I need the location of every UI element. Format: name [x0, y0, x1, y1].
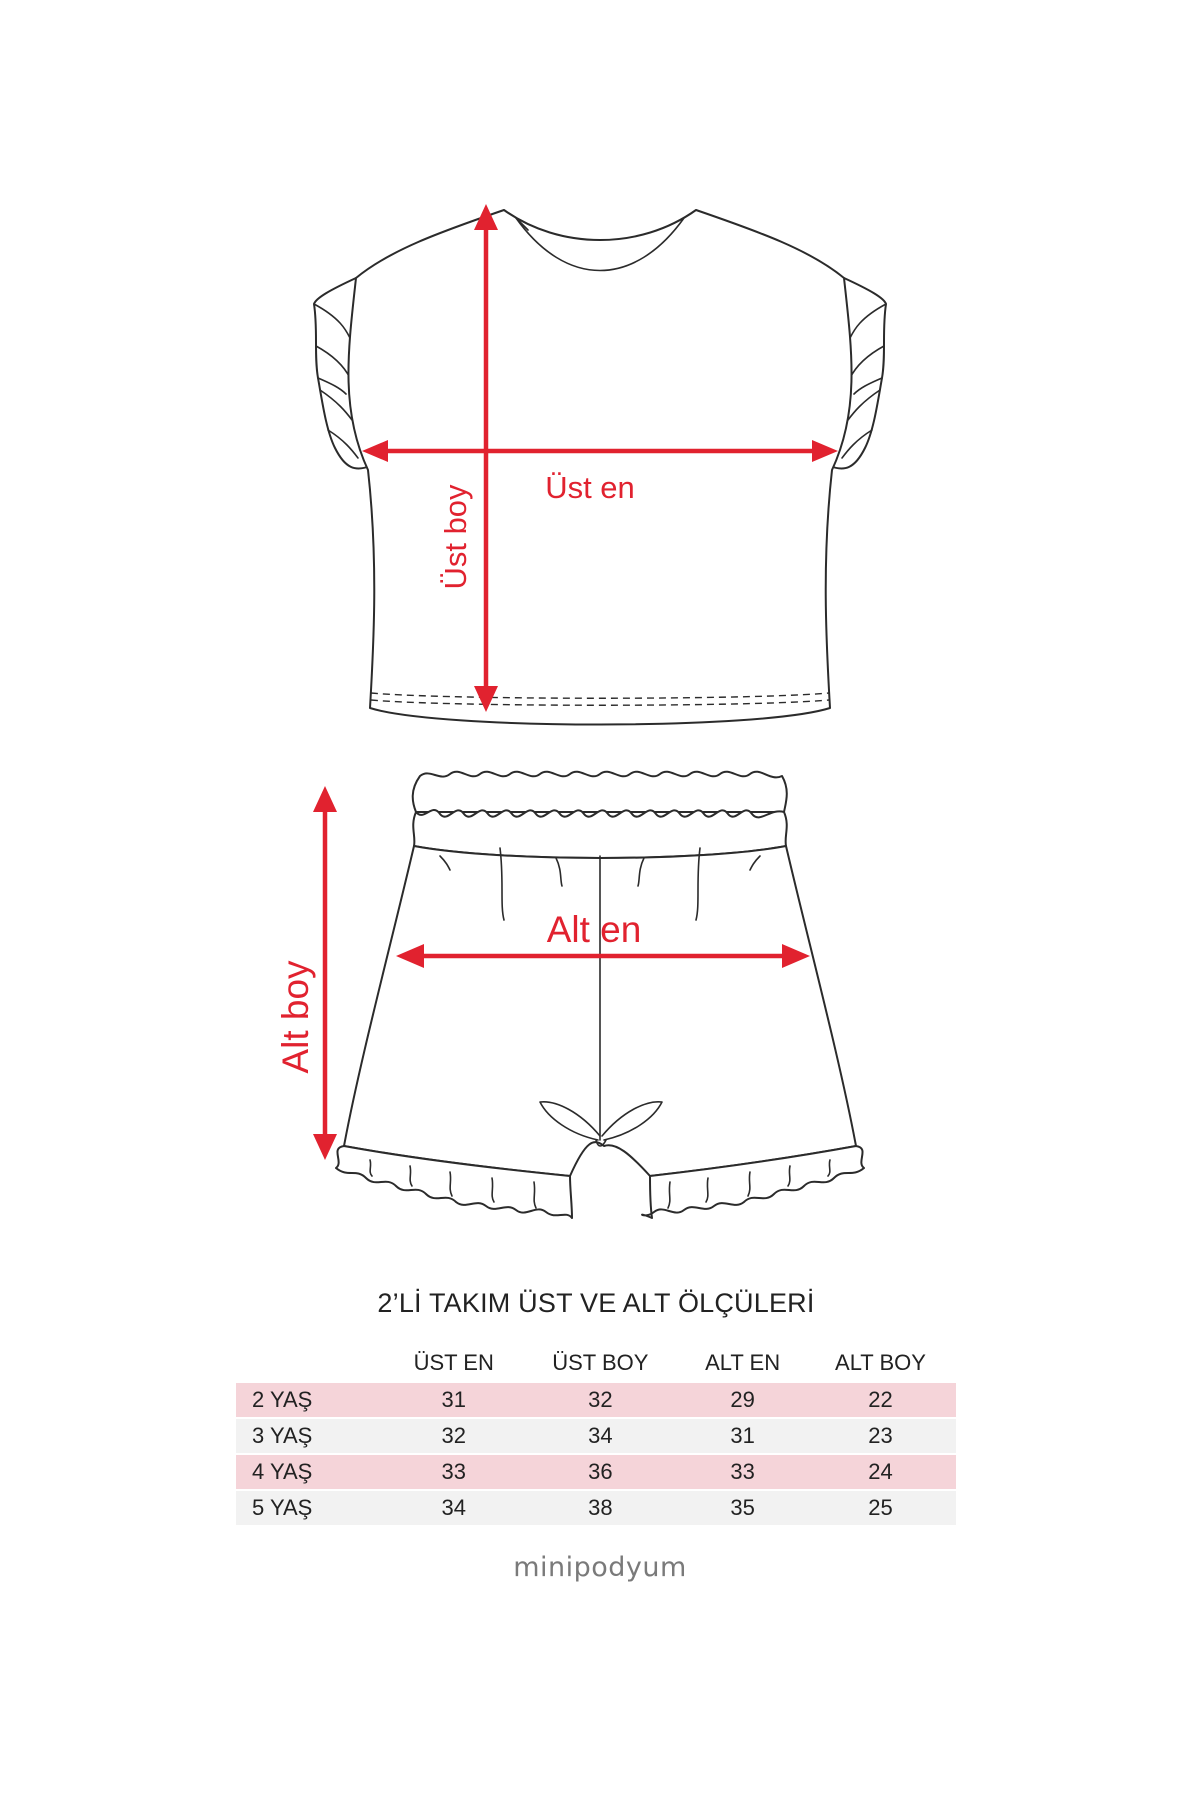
table-row [236, 1418, 956, 1454]
alt-boy-arrow [313, 786, 337, 1160]
shorts-waistband [413, 810, 786, 858]
table-cell: 24 [805, 1454, 956, 1490]
alt-en-label: Alt en [546, 909, 642, 950]
ust-boy-label: Üst boy [438, 484, 473, 590]
table-cell: 29 [680, 1383, 805, 1418]
table-cell: 33 [680, 1454, 805, 1490]
table-cell: 32 [520, 1383, 680, 1418]
column-header-alt-boy: ALT BOY [835, 1350, 926, 1375]
table-cell: 36 [520, 1454, 680, 1490]
brand-logo: minipodyum [513, 1552, 687, 1583]
tshirt-drawing [314, 210, 886, 725]
table-cell: 33 [387, 1454, 520, 1490]
size-label: 5 YAŞ [236, 1490, 387, 1526]
column-header-ust-en: ÜST EN [413, 1350, 494, 1375]
table-row [236, 1490, 956, 1526]
size-label: 4 YAŞ [236, 1454, 387, 1490]
table-row [236, 1454, 956, 1490]
table-cell: 31 [387, 1383, 520, 1418]
tshirt-body [348, 210, 851, 725]
alt-boy-label: Alt boy [275, 960, 316, 1074]
size-table [236, 1343, 956, 1527]
shorts-drawing [336, 772, 864, 1218]
table-cell: 32 [387, 1418, 520, 1454]
column-header-alt-en: ALT EN [705, 1350, 781, 1375]
table-cell: 22 [805, 1383, 956, 1418]
table-cell: 34 [520, 1418, 680, 1454]
column-header-ust-boy: ÜST BOY [552, 1350, 649, 1375]
table-cell: 23 [805, 1418, 956, 1454]
size-label: 3 YAŞ [236, 1418, 387, 1454]
size-label: 2 YAŞ [236, 1383, 387, 1418]
size-chart-title: 2’Lİ TAKIM ÜST VE ALT ÖLÇÜLERİ [377, 1288, 815, 1318]
shorts-waistband-ruffle [413, 772, 787, 812]
table-cell: 34 [387, 1490, 520, 1526]
table-cell: 25 [805, 1490, 956, 1526]
table-row [236, 1383, 956, 1418]
table-cell: 31 [680, 1418, 805, 1454]
column-header [236, 1343, 387, 1383]
ust-en-label: Üst en [545, 470, 635, 505]
size-table-header-row [236, 1343, 956, 1383]
table-cell: 35 [680, 1490, 805, 1526]
size-chart [236, 1288, 956, 1527]
table-cell: 38 [520, 1490, 680, 1526]
